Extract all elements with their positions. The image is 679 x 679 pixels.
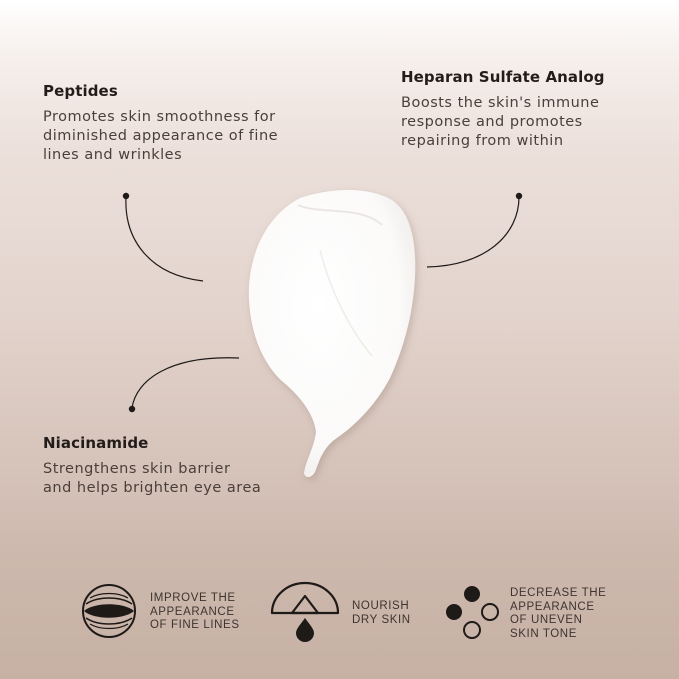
- peptides-description: Promotes skin smoothness for diminished appearance of fine lines and wrinkles: [43, 109, 279, 163]
- benefit-fine-lines: [80, 580, 280, 650]
- niacinamide-title: Niacinamide: [43, 434, 149, 452]
- benefit-nourish: [269, 580, 429, 650]
- heparan-title: Heparan Sulfate Analog: [401, 68, 605, 86]
- fine-lines-icon: [80, 582, 138, 640]
- niacinamide-block: [43, 434, 261, 498]
- nourish-label: NOURISH DRY SKIN: [352, 600, 411, 626]
- niacinamide-description: Strengthens skin barrier and helps brighten eye area: [43, 461, 262, 496]
- benefit-skin-tone: [444, 580, 644, 650]
- fine-lines-label: IMPROVE THE APPEARANCE OF FINE LINES: [150, 592, 240, 631]
- peptides-title: Peptides: [43, 82, 118, 100]
- skin-tone-icon: [444, 582, 500, 640]
- heparan-block: [401, 68, 605, 151]
- skin-tone-label: DECREASE THE APPEARANCE OF UNEVEN SKIN TONE: [510, 587, 607, 640]
- peptides-block: [43, 82, 278, 165]
- heparan-description: Boosts the skin's immune response and promotes repairing from within: [401, 95, 600, 149]
- nourish-icon: [269, 580, 341, 642]
